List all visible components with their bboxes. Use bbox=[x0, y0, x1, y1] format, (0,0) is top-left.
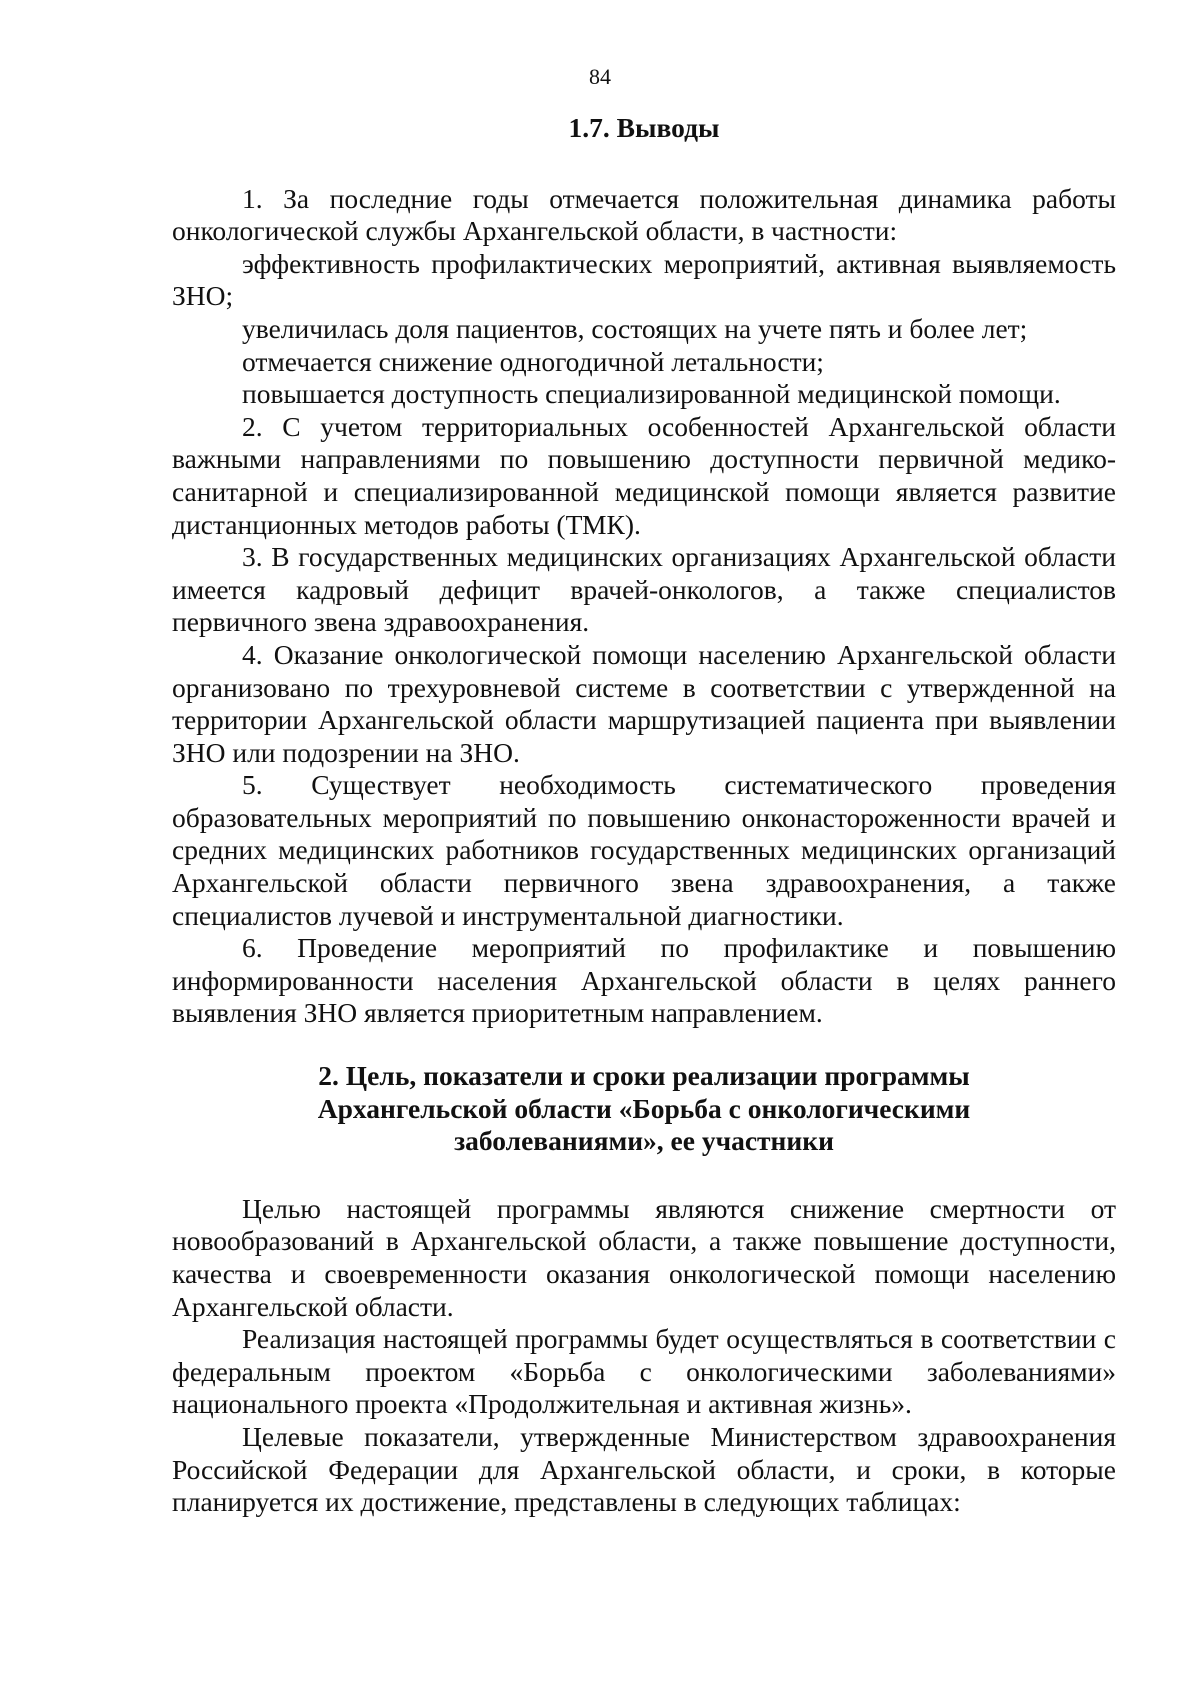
page-number: 84 bbox=[589, 64, 611, 89]
conclusion-1-item-1: эффективность профилактических мероприятий, активная выявляемость ЗНО; bbox=[172, 247, 1116, 312]
conclusion-2: 2. С учетом территориальных особенностей Архангельской области важными направлениями по повышению доступности первичной медико-санитарной и специализированной медицинской помощи является развитие дистанционных методов работы (ТМК). bbox=[172, 410, 1116, 540]
conclusion-1-item-2: увеличилась доля пациентов, состоящих на учете пять и более лет; bbox=[242, 312, 1028, 344]
section-title-line-3: заболеваниями», ее участники bbox=[454, 1125, 834, 1157]
conclusion-4: 4. Оказание онкологической помощи населению Архангельской области организовано по трехуровневой системе в соответствии с утвержденной на территории Архангельской области маршрутизацией пациента при выявлении ЗНО или подозрении на ЗНО. bbox=[172, 638, 1116, 768]
page-content bbox=[172, 112, 1116, 1519]
section-title-line-1: 2. Цель, показатели и сроки реализации программы bbox=[318, 1060, 970, 1092]
target-indicators-paragraph: Целевые показатели, утвержденные Министерством здравоохранения Российской Федерации для Архангельской области, и сроки, в которые планируется их достижение, представлены в следующих таблицах: bbox=[172, 1420, 1116, 1518]
conclusion-1-item-3: отмечается снижение одногодичной летальности; bbox=[242, 345, 824, 377]
program-goal-paragraph: Целью настоящей программы являются снижение смертности от новообразований в Архангельской области, а также повышение доступности, качества и своевременности оказания онкологической помощи населению Архангельской области. bbox=[172, 1192, 1116, 1322]
section-title-program-goals bbox=[172, 1060, 1116, 1158]
conclusion-3: 3. В государственных медицинских организациях Архангельской области имеется кадровый дефицит врачей-онкологов, а также специалистов первичного звена здравоохранения. bbox=[172, 541, 1116, 638]
conclusion-5: 5. Существует необходимость систематического проведения образовательных мероприятий по повышению онконастороженности врачей и средних медицинских работников государственных медицинских организаций Архангельской области первичного звена здравоохранения, а также специалистов лучевой и инструментальной диагностики. bbox=[172, 769, 1116, 931]
program-implementation-paragraph: Реализация настоящей программы будет осуществляться в соответствии с федеральным проектом «Борьба с онкологическими заболеваниями» национального проекта «Продолжительная и активная жизнь». bbox=[172, 1323, 1116, 1420]
conclusion-1: 1. За последние годы отмечается положительная динамика работы онкологической службы Архангельской области, в частности: bbox=[172, 182, 1116, 247]
section-title-conclusions: 1.7. Выводы bbox=[568, 112, 720, 143]
conclusion-1-item-4: повышается доступность специализированной медицинской помощи. bbox=[242, 378, 1061, 410]
conclusion-6: 6. Проведение мероприятий по профилактике и повышению информированности населения Архангельской области в целях раннего выявления ЗНО является приоритетным направлением. bbox=[172, 932, 1116, 1029]
section-title-line-2: Архангельской области «Борьба с онкологическими bbox=[317, 1092, 971, 1124]
